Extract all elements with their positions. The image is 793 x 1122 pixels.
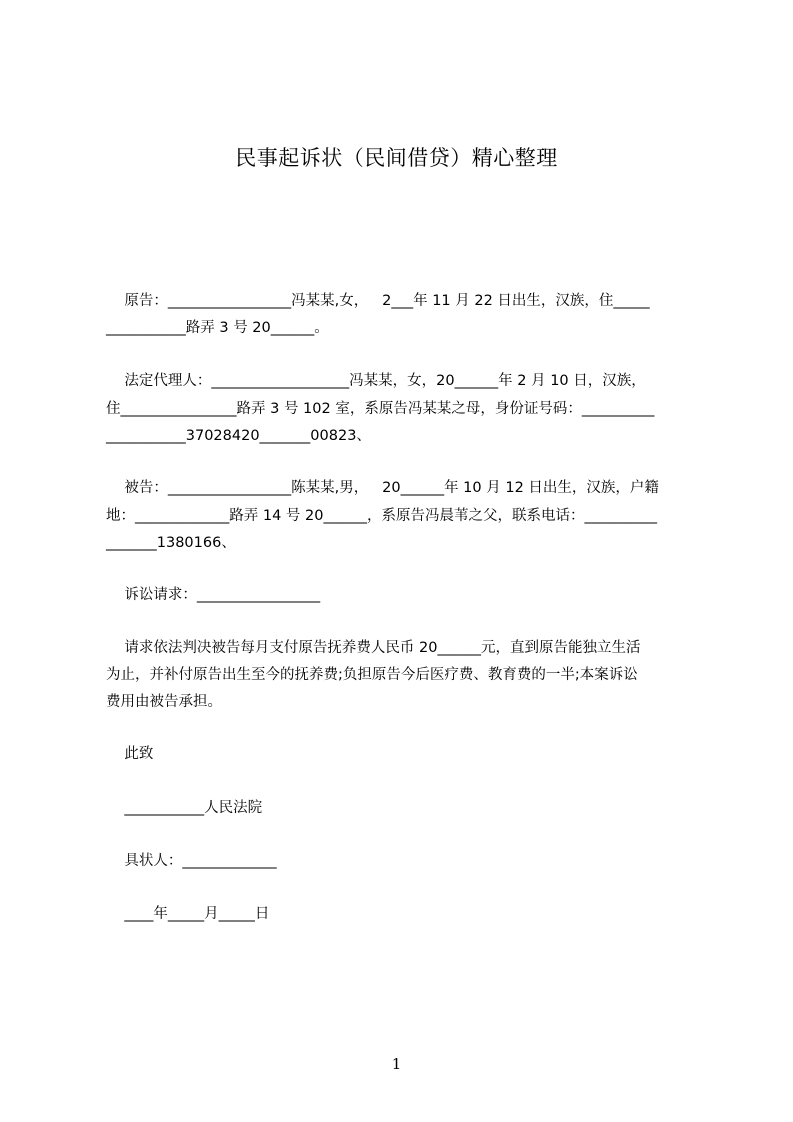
defendant-line-1: 被告：_________________陈某某,男， 20______年 10 月 12 日出生，汉族，户籍 (106, 480, 659, 496)
court-name: ___________人民法院 (106, 800, 263, 816)
plaintiff-line-1: 原告：_________________冯某某,女， 2___年 11 月 22 日出生，汉族，住_____ (106, 293, 650, 309)
document-title: 民事起诉状（民间借贷）精心整理 (235, 146, 558, 170)
claims-line-3: 费用由被告承担。 (106, 694, 222, 710)
page-number: 1 (391, 1055, 402, 1073)
defendant-line-3: _______1380166、 (106, 535, 236, 551)
legal-representative-line-3: ___________37028420_______00823、 (106, 428, 371, 444)
legal-representative-line-1: 法定代理人：___________________冯某某，女，20______年 2 月 10 日，汉族， (106, 373, 646, 389)
signatory: 具状人：_____________ (106, 853, 277, 869)
legal-representative-line-2: 住________________路弄 3 号 102 室，系原告冯某某之母，身份证号码：__________ (106, 401, 655, 417)
date-line: ____年_____月_____日 (106, 906, 270, 922)
salutation: 此致 (106, 746, 154, 762)
claims-heading: 诉讼请求：_________________ (106, 587, 321, 603)
defendant-line-2: 地：_____________路弄 14 号 20______，系原告冯晨苇之父，联系电话：__________ (106, 508, 657, 524)
plaintiff-line-2: ___________路弄 3 号 20______。 (106, 320, 329, 336)
claims-line-2: 为止，并补付原告出生至今的抚养费;负担原告今后医疗费、教育费的一半;本案诉讼 (106, 667, 638, 683)
claims-line-1: 请求依法判决被告每月支付原告抚养费人民币 20______元，直到原告能独立生活 (106, 640, 641, 656)
